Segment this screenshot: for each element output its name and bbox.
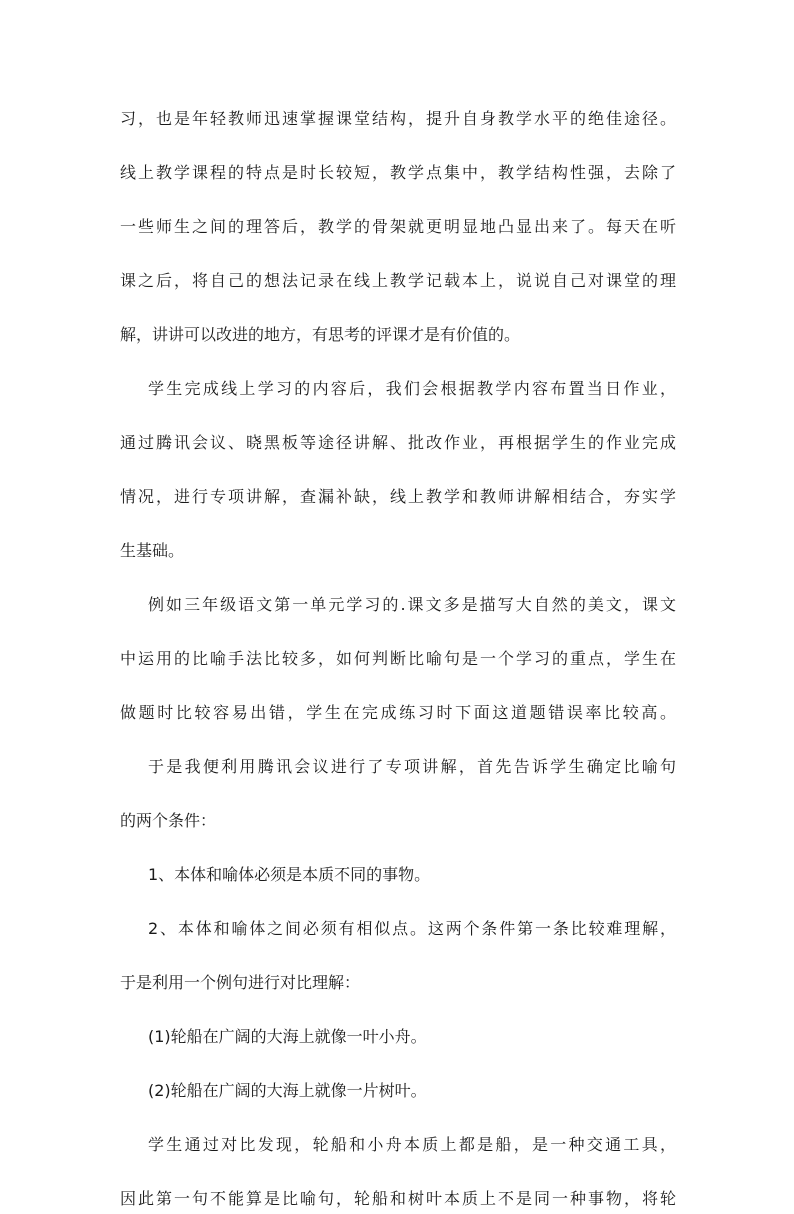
paragraph — [120, 104, 676, 350]
text-line: 中运用的比喻手法比较多，如何判断比喻句是一个学习的重点，学生在 — [120, 649, 676, 668]
paragraph — [120, 1022, 676, 1052]
text-line: 生基础。 — [120, 541, 185, 560]
text-line: 1、本体和喻体必须是本质不同的事物。 — [148, 865, 431, 884]
paragraph — [120, 752, 676, 836]
text-line: 通过腾讯会议、晓黑板等途径讲解、批改作业，再根据学生的作业完成 — [120, 433, 676, 452]
text-line: 学生完成线上学习的内容后，我们会根据教学内容布置当日作业， — [148, 379, 676, 398]
text-line: 习，也是年轻教师迅速掌握课堂结构，提升自身教学水平的绝佳途径。 — [120, 109, 676, 128]
text-line: 学生通过对比发现，轮船和小舟本质上都是船，是一种交通工具， — [148, 1135, 676, 1154]
text-line: 情况，进行专项讲解，查漏补缺，线上教学和教师讲解相结合，夯实学 — [120, 487, 676, 506]
text-line: 于是利用一个例句进行对比理解： — [120, 973, 361, 992]
paragraph — [120, 590, 676, 728]
text-line: 线上教学课程的特点是时长较短，教学点集中，教学结构性强，去除了 — [120, 163, 676, 182]
text-line: 解，讲讲可以改进的地方，有思考的评课才是有价值的。 — [120, 325, 521, 344]
text-line: 的两个条件： — [120, 811, 217, 830]
paragraph — [120, 374, 676, 566]
text-line: (1)轮船在广阔的大海上就像一叶小舟。 — [148, 1027, 427, 1046]
text-line: (2)轮船在广阔的大海上就像一片树叶。 — [148, 1081, 427, 1100]
text-line: 做题时比较容易出错，学生在完成练习时下面这道题错误率比较高。 — [120, 703, 676, 722]
text-line: 因此第一句不能算是比喻句，轮船和树叶本质上不是同一种事物，将轮 — [120, 1189, 676, 1208]
text-line: 于是我便利用腾讯会议进行了专项讲解，首先告诉学生确定比喻句 — [148, 757, 676, 776]
paragraph — [120, 860, 676, 890]
paragraph — [120, 914, 676, 998]
paragraph — [120, 1076, 676, 1106]
text-line: 课之后，将自己的想法记录在线上教学记载本上，说说自己对课堂的理 — [120, 271, 676, 290]
text-line: 2、本体和喻体之间必须有相似点。这两个条件第一条比较难理解， — [148, 919, 676, 938]
document-body — [120, 104, 676, 1214]
text-line: 例如三年级语文第一单元学习的.课文多是描写大自然的美文，课文 — [148, 595, 676, 614]
paragraph — [120, 1130, 676, 1214]
text-line: 一些师生之间的理答后，教学的骨架就更明显地凸显出来了。每天在听 — [120, 217, 676, 236]
